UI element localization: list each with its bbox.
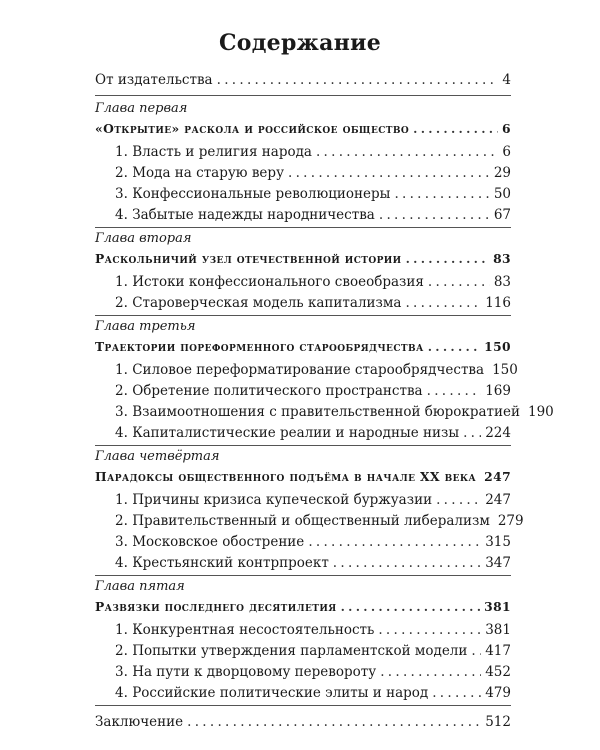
section-title: Староверческая модель капитализма — [132, 295, 402, 311]
section-title: Правительственный и общественный либерализм — [132, 513, 490, 529]
section-title: Мода на старую веру — [132, 165, 285, 181]
chapter-title: Траектории пореформенного старообрядчества — [95, 339, 424, 354]
section-title: Власть и религия народа — [132, 144, 312, 160]
entry-page: 381 — [484, 599, 511, 614]
section-entry — [115, 293, 511, 313]
entry-page: 4 — [502, 72, 511, 88]
entry-title: От издательства — [95, 72, 213, 88]
section-title: На пути к дворцовому перевороту — [132, 664, 377, 680]
entry-page: 83 — [493, 251, 511, 266]
leader-dots — [288, 163, 490, 183]
entry-page: 190 — [528, 404, 554, 420]
chapter-title: Развязки последнего десятилетия — [95, 599, 337, 614]
leader-dots — [436, 490, 481, 510]
chapter-label: Глава первая — [95, 101, 188, 116]
leader-dots — [427, 381, 482, 401]
section-entry — [115, 402, 554, 422]
section-title: Истоки конфессионального своеобразия — [132, 274, 424, 290]
entry-page: 381 — [485, 622, 511, 638]
chapter-title: Парадоксы общественного подъёма в начале XX века — [95, 469, 477, 484]
leader-dots — [308, 532, 481, 552]
leader-dots — [463, 423, 481, 443]
entry-page: 6 — [502, 144, 511, 160]
entry-page: 150 — [492, 362, 518, 378]
section-title: Капиталистические реалии и народные низы — [132, 425, 460, 441]
separator-rule — [95, 705, 511, 706]
separator-rule — [95, 445, 511, 446]
separator-rule — [95, 227, 511, 228]
section-entry — [115, 490, 511, 510]
chapter-title-row — [95, 249, 511, 269]
leader-dots — [187, 712, 481, 732]
section-entry — [115, 205, 511, 225]
leader-dots — [471, 641, 481, 661]
leader-dots — [379, 205, 490, 225]
toc-entry-front — [95, 70, 511, 90]
entry-page: 67 — [493, 207, 511, 223]
leader-dots — [341, 597, 481, 617]
section-number: 1. — [115, 362, 128, 378]
entry-page: 452 — [485, 664, 511, 680]
leader-dots — [406, 249, 490, 269]
section-title: Причины кризиса купеческой буржуазии — [132, 492, 433, 508]
leader-dots — [378, 620, 481, 640]
toc-entry-back — [95, 712, 511, 732]
entry-page: 50 — [493, 186, 511, 202]
entry-page: 479 — [485, 685, 511, 701]
leader-dots — [394, 184, 489, 204]
section-number: 1. — [115, 492, 128, 508]
entry-page: 83 — [493, 274, 511, 290]
section-number: 4. — [115, 425, 128, 441]
chapter-title-row — [95, 119, 511, 139]
separator-rule — [95, 315, 511, 316]
section-entry — [115, 683, 511, 703]
entry-page: 6 — [502, 121, 511, 136]
section-number: 3. — [115, 186, 128, 202]
leader-dots — [428, 272, 490, 292]
leader-dots — [428, 337, 480, 357]
section-entry — [115, 360, 518, 380]
leader-dots — [316, 142, 498, 162]
entry-page: 29 — [493, 165, 511, 181]
chapter-label: Глава пятая — [95, 579, 185, 594]
section-number: 2. — [115, 295, 128, 311]
entry-page: 315 — [485, 534, 511, 550]
chapter-title-row — [95, 337, 511, 357]
section-entry — [115, 163, 511, 183]
entry-page: 247 — [484, 469, 512, 484]
entry-page: 150 — [484, 339, 511, 354]
leader-dots — [333, 553, 481, 573]
section-number: 4. — [115, 207, 128, 223]
section-entry — [115, 142, 511, 162]
entry-page: 116 — [485, 295, 511, 311]
section-number: 3. — [115, 664, 128, 680]
section-entry — [115, 662, 511, 682]
chapter-title: Раскольничий узел отечественной истории — [95, 251, 402, 266]
separator-rule — [95, 575, 511, 576]
section-title: Крестьянский контрпроект — [132, 555, 329, 571]
leader-dots — [405, 293, 481, 313]
section-number: 4. — [115, 555, 128, 571]
chapter-title: «Открытие» раскола и российское общество — [95, 121, 410, 136]
section-number: 2. — [115, 165, 128, 181]
section-title: Попытки утверждения парламентской модели — [132, 643, 468, 659]
entry-page: 169 — [485, 383, 511, 399]
entry-page: 512 — [485, 714, 511, 730]
section-number: 3. — [115, 534, 128, 550]
section-title: Конфессиональные революционеры — [132, 186, 391, 202]
chapter-label: Глава вторая — [95, 231, 192, 246]
section-number: 4. — [115, 685, 128, 701]
section-number: 1. — [115, 622, 128, 638]
section-entry — [115, 381, 511, 401]
section-title: Взаимоотношения с правительственной бюрократией — [132, 404, 520, 420]
chapter-label: Глава четвёртая — [95, 449, 220, 464]
chapter-label: Глава третья — [95, 319, 196, 334]
section-entry — [115, 620, 511, 640]
leader-dots — [380, 662, 481, 682]
section-title: Конкурентная несостоятельность — [132, 622, 375, 638]
entry-page: 224 — [485, 425, 511, 441]
section-title: Московское обострение — [132, 534, 305, 550]
section-title: Силовое переформатирование старообрядчества — [132, 362, 485, 378]
section-entry — [115, 184, 511, 204]
section-title: Российские политические элиты и народ — [132, 685, 429, 701]
page-title: Содержание — [218, 30, 382, 56]
section-entry — [115, 272, 511, 292]
section-title: Забытые надежды народничества — [132, 207, 375, 223]
section-entry — [115, 532, 511, 552]
chapter-title-row — [95, 467, 511, 487]
section-entry — [115, 641, 511, 661]
separator-rule — [95, 95, 511, 96]
leader-dots — [413, 119, 498, 139]
section-number: 2. — [115, 643, 128, 659]
section-number: 1. — [115, 144, 128, 160]
leader-dots — [217, 70, 499, 90]
section-number: 3. — [115, 404, 128, 420]
entry-page: 417 — [485, 643, 511, 659]
entry-page: 347 — [485, 555, 511, 571]
section-entry — [115, 423, 511, 443]
section-entry — [115, 553, 511, 573]
section-number: 2. — [115, 383, 128, 399]
section-title: Обретение политического пространства — [132, 383, 423, 399]
section-number: 1. — [115, 274, 128, 290]
leader-dots — [432, 683, 481, 703]
entry-page: 279 — [497, 513, 524, 529]
chapter-title-row — [95, 597, 511, 617]
entry-title: Заключение — [95, 714, 184, 730]
entry-page: 247 — [485, 492, 511, 508]
section-number: 2. — [115, 513, 128, 529]
section-entry — [115, 511, 524, 531]
